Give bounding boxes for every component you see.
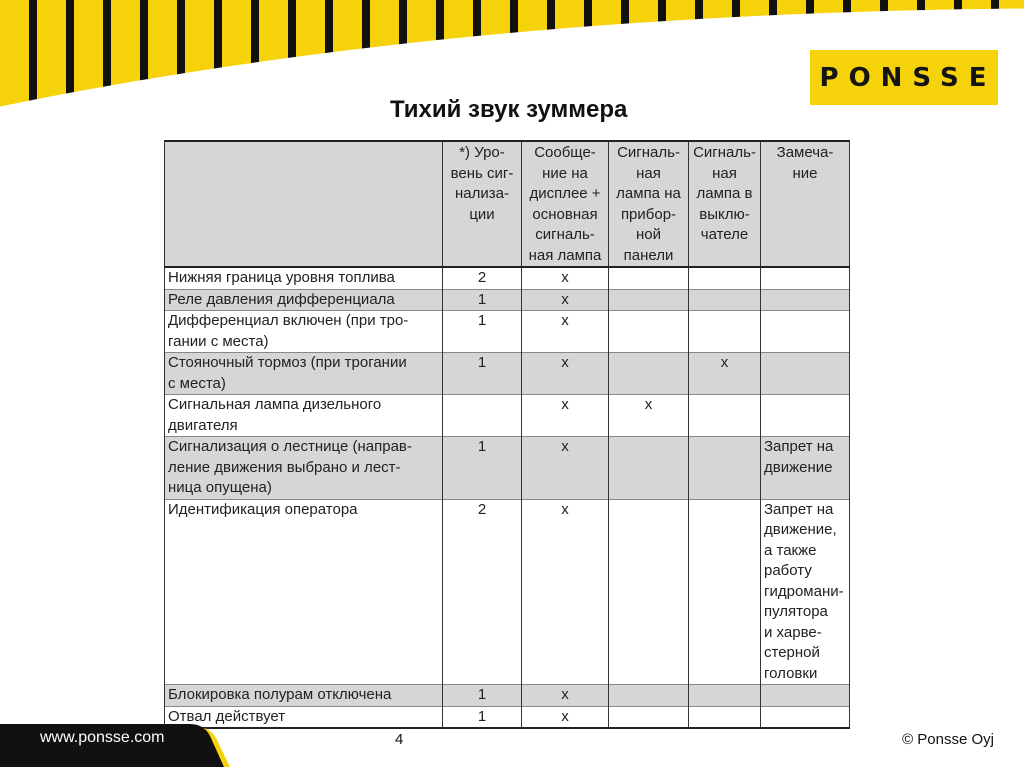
cell-panel-lamp	[609, 437, 689, 500]
cell-panel-lamp	[609, 685, 689, 707]
cell-level: 1	[443, 311, 522, 353]
table-row	[165, 353, 850, 395]
cell-name: Нижняя граница уровня топлива	[165, 267, 443, 289]
cell-level: 2	[443, 499, 522, 685]
cell-panel-lamp: x	[609, 395, 689, 437]
cell-name: Отвал действует	[165, 706, 443, 728]
cell-level: 1	[443, 437, 522, 500]
table-row	[165, 395, 850, 437]
table-row	[165, 685, 850, 707]
cell-name: Дифференциал включен (при тро- гании с места)	[165, 311, 443, 353]
table-row	[165, 311, 850, 353]
cell-display: x	[522, 499, 609, 685]
header-panel-lamp: Сигналь- ная лампа на прибор- ной панели	[609, 141, 689, 267]
cell-note: Запрет на движение, а также работу гидромани- пулятора и харве- стерной головки	[761, 499, 850, 685]
table-row	[165, 267, 850, 289]
cell-display: x	[522, 395, 609, 437]
cell-name: Идентификация оператора	[165, 499, 443, 685]
cell-panel-lamp	[609, 499, 689, 685]
header-display: Сообще- ние на дисплее + основная сигналь- ная лампа	[522, 141, 609, 267]
cell-level: 1	[443, 706, 522, 728]
cell-level: 1	[443, 685, 522, 707]
cell-note	[761, 395, 850, 437]
cell-display: x	[522, 311, 609, 353]
cell-panel-lamp	[609, 289, 689, 311]
cell-level	[443, 395, 522, 437]
cell-switch-lamp	[689, 289, 761, 311]
cell-display: x	[522, 437, 609, 500]
cell-display: x	[522, 353, 609, 395]
header-note: Замеча- ние	[761, 141, 850, 267]
page-number: 4	[395, 731, 404, 748]
cell-display: x	[522, 685, 609, 707]
cell-display: x	[522, 267, 609, 289]
cell-switch-lamp	[689, 267, 761, 289]
cell-switch-lamp: x	[689, 353, 761, 395]
table-row	[165, 437, 850, 500]
cell-note	[761, 311, 850, 353]
cell-display: x	[522, 706, 609, 728]
cell-note	[761, 353, 850, 395]
header-level: *) Уро- вень сиг- нализа- ции	[443, 141, 522, 267]
cell-switch-lamp	[689, 395, 761, 437]
cell-note: Запрет на движение	[761, 437, 850, 500]
cell-note	[761, 267, 850, 289]
page-title: Тихий звук зуммера	[390, 96, 628, 123]
logo-text: PONSSE	[819, 62, 997, 93]
cell-panel-lamp	[609, 353, 689, 395]
table-row	[165, 289, 850, 311]
cell-level: 2	[443, 267, 522, 289]
cell-name: Реле давления дифференциала	[165, 289, 443, 311]
cell-display: x	[522, 289, 609, 311]
cell-switch-lamp	[689, 499, 761, 685]
cell-level: 1	[443, 289, 522, 311]
alarm-table	[164, 140, 850, 729]
cell-name: Стояночный тормоз (при трогании с места)	[165, 353, 443, 395]
table-header-row	[165, 141, 850, 267]
copyright: © Ponsse Oyj	[902, 731, 994, 748]
cell-note	[761, 685, 850, 707]
cell-name: Сигнализация о лестнице (направ- ление движения выбрано и лест- ница опущена)	[165, 437, 443, 500]
cell-name: Блокировка полурам отключена	[165, 685, 443, 707]
header-switch-lamp: Сигналь- ная лампа в выклю- чателе	[689, 141, 761, 267]
table-row	[165, 499, 850, 685]
header-signal	[165, 141, 443, 267]
cell-switch-lamp	[689, 311, 761, 353]
ponsse-logo	[810, 50, 998, 105]
cell-switch-lamp	[689, 437, 761, 500]
cell-panel-lamp	[609, 311, 689, 353]
cell-panel-lamp	[609, 267, 689, 289]
cell-switch-lamp	[689, 685, 761, 707]
cell-note	[761, 289, 850, 311]
footer-website: www.ponsse.com	[40, 729, 165, 746]
cell-level: 1	[443, 353, 522, 395]
cell-name: Сигнальная лампа дизельного двигателя	[165, 395, 443, 437]
